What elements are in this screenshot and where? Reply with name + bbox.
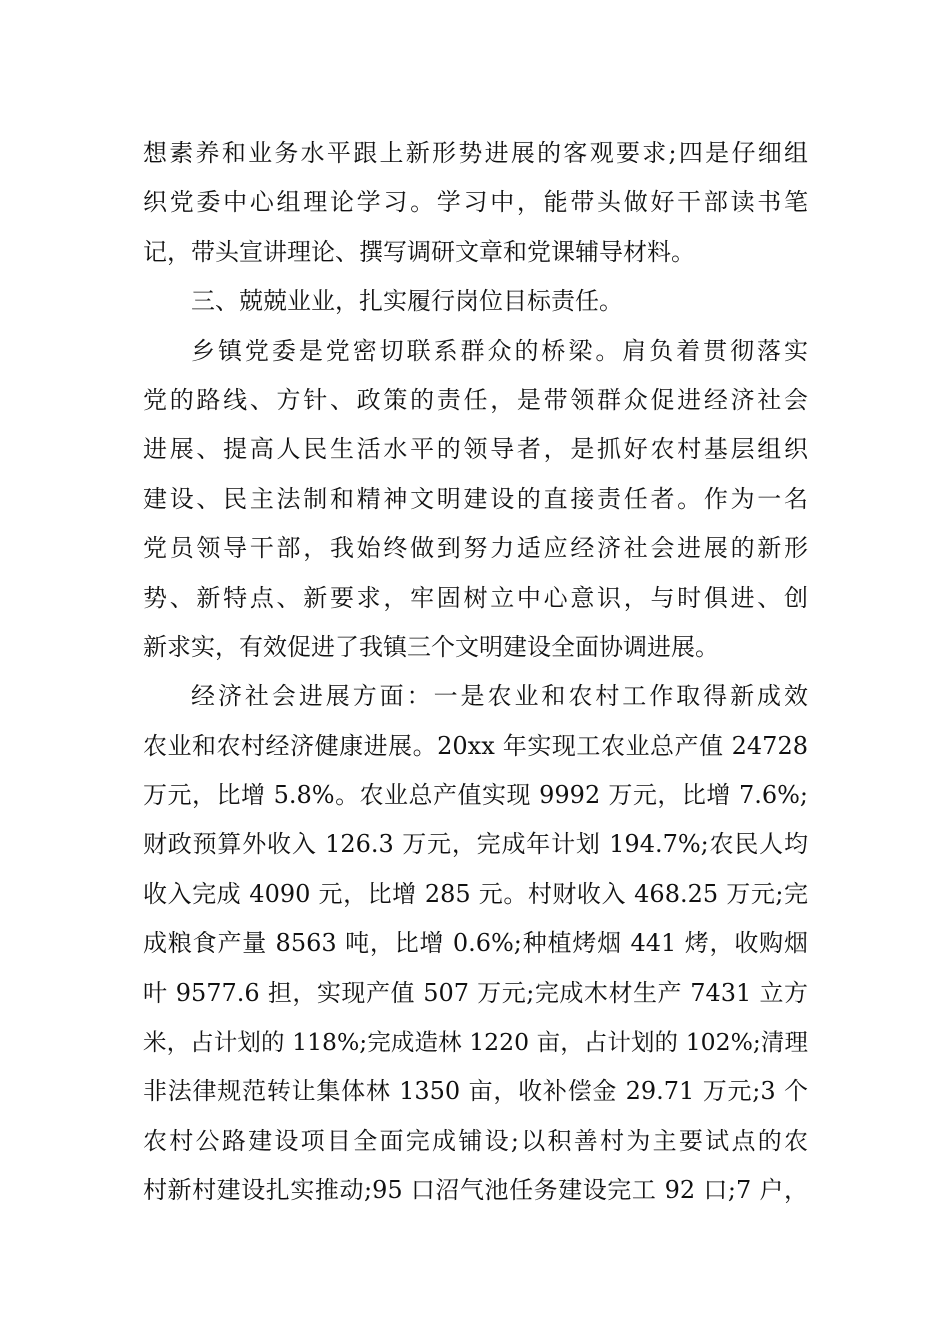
text-line: 万元，比增 5.8%。农业总产值实现 9992 万元，比增 7.6%; [143,781,808,810]
text-line: 叶 9577.6 担，实现产值 507 万元;完成木材生产 7431 立方 [143,978,808,1007]
text-line: 经济社会进展方面：一是农业和农村工作取得新成效 [191,682,808,711]
text-line: 财政预算外收入 126.3 万元，完成年计划 194.7%;农民人均 [143,830,808,859]
body-text [143,129,808,1216]
text-line: 农业和农村经济健康进展。20xx 年实现工农业总产值 24728 [143,731,808,760]
text-line: 势、新特点、新要求，牢固树立中心意识，与时俱进、创 [143,583,808,612]
text-line: 织党委中心组理论学习。学习中，能带头做好干部读书笔 [143,188,808,217]
text-line: 党员领导干部，我始终做到努力适应经济社会进展的新形 [143,534,808,563]
text-line: 进展、提高人民生活水平的领导者，是抓好农村基层组织 [143,435,808,464]
text-line: 收入完成 4090 元，比增 285 元。村财收入 468.25 万元;完 [143,879,808,908]
text-line: 建设、民主法制和精神文明建设的直接责任者。作为一名 [143,484,808,513]
text-line: 村新村建设扎实推动;95 口沼气池任务建设完工 92 口;7 户， [143,1176,808,1205]
text-line: 想素养和业务水平跟上新形势进展的客观要求;四是仔细组 [143,139,808,167]
text-line: 乡镇党委是党密切联系群众的桥梁。肩负着贯彻落实 [191,336,808,365]
section-heading: 三、兢兢业业，扎实履行岗位目标责任。 [191,287,623,316]
text-line: 非法律规范转让集体林 1350 亩，收补偿金 29.71 万元;3 个 [143,1077,808,1106]
text-line: 新求实，有效促进了我镇三个文明建设全面协调进展。 [143,632,719,661]
text-line: 米，占计划的 118%;完成造林 1220 亩，占计划的 102%;清理 [143,1028,808,1057]
text-line: 党的路线、方针、政策的责任，是带领群众促进经济社会 [143,385,808,414]
text-line: 农村公路建设项目全面完成铺设;以积善村为主要试点的农 [143,1126,808,1155]
text-line: 成粮食产量 8563 吨，比增 0.6%;种植烤烟 441 烤，收购烟 [143,929,808,958]
text-line: 记，带头宣讲理论、撰写调研文章和党课辅导材料。 [143,237,695,266]
